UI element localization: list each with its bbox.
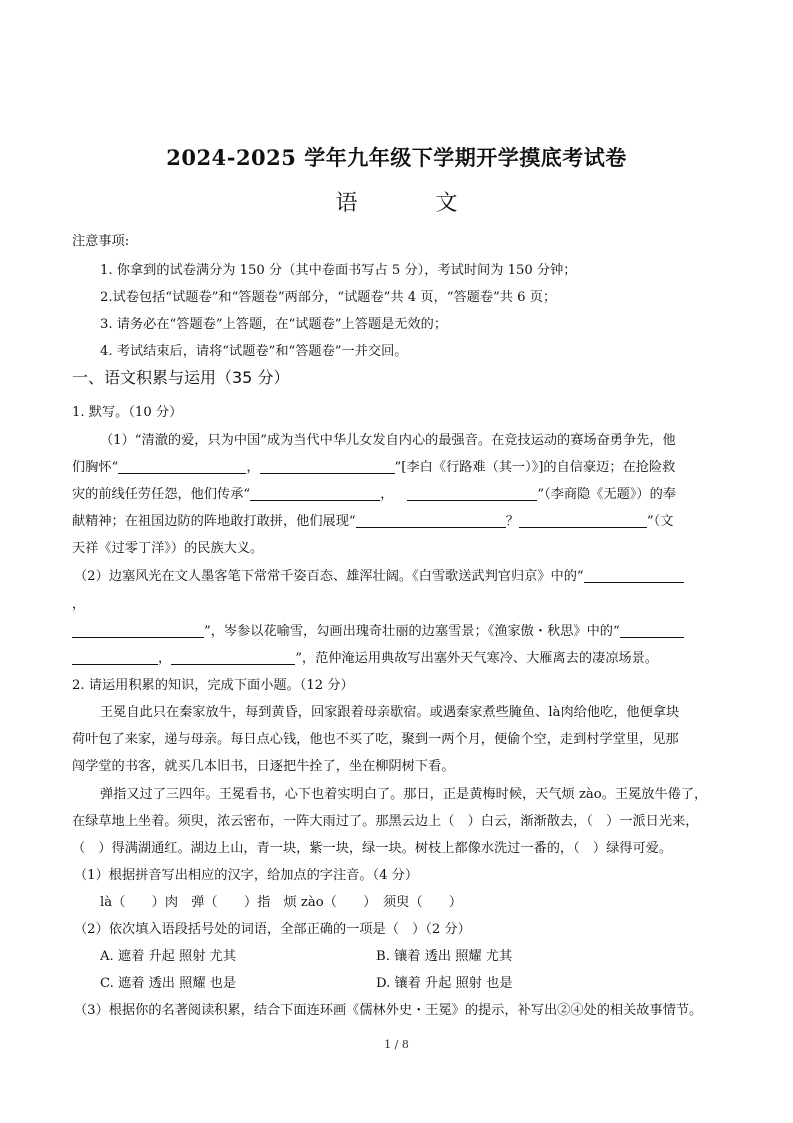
answer-blank[interactable] [260,459,395,474]
q2-sub3-label: （3）根据你的名著阅读积累，结合下面连环画《儒林外史・王冕》的提示，补写出②④处的相关故事情节。 [74,1003,703,1018]
q1-p2-line2: ， [72,597,86,612]
q2-sub1-label: （1）根据拼音写出相应的汉字，给加点的字注音。（4 分） [74,868,419,883]
q1-p1-line4-text-a: 献精神；在祖国边防的阵地敢打敢拼，他们展现“ [72,514,356,529]
q1-p1-line2-text-b: ， [246,460,260,475]
section-heading: 一、语文积累与运用（35 分） [72,368,290,387]
answer-blank[interactable] [620,623,684,638]
notes-item-4: 4. 考试结束后，请将“试题卷”和“答题卷”一并交回。 [100,344,408,359]
q1-p1-line2-text-a: 们胸怀“ [72,460,119,475]
q2-passage-line: 闯学堂的书客，就买几本旧书，日逐把牛拴了，坐在柳阴树下看。 [72,759,455,774]
q1-p1-line2-text-c: ”[李白《行路难（其一）》]的自信豪迈；在抢险救 [394,460,676,475]
option-c[interactable]: C. 遮着 透出 照耀 也是 [100,976,237,991]
q2-sub1-items: là（ ）肉 弹（ ）指 烦 zào（ ） 须臾（ ） [100,895,463,910]
q2-passage-line: 荷叶包了来家，递与母亲。每日点心钱，他也不买了吃，聚到一两个月，便偷个空，走到村学堂里，见那 [72,732,679,747]
q1-p2-line4 [72,650,658,668]
q1-p1-line3-text-c: ”（李商隐《无题》）的奉 [537,487,676,502]
answer-blank[interactable] [72,650,158,665]
q1-p2-line3 [72,623,684,641]
q2-passage-line: 王冕自此只在秦家放牛，每到黄昏，回家跟着母亲歇宿。或遇秦家煮些腌鱼、là肉给他吃，他便拿块 [100,705,680,720]
answer-blank[interactable] [407,486,537,501]
q1-p1-line2 [72,459,675,477]
exam-title: 2024-2025 学年九年级下学期开学摸底考试卷 [166,145,627,170]
q1-p1-line3-text-b: ， [380,487,394,502]
notes-item-2: 2.试卷包括“试题卷”和“答题卷”两部分，“试题卷”共 4 页，“答题卷”共 6 页； [100,290,557,305]
notes-item-3: 3. 请务必在“答题卷”上答题，在“试题卷”上答题是无效的； [100,317,448,332]
q2-passage-line: 在绿草地上坐着。须臾，浓云密布，一阵大雨过了。那黑云边上（ ）白云，渐渐散去，（ ）一派日光来， [72,814,699,829]
q1-p1-line1: （1）“清澈的爱，只为中国”成为当代中华儿女发自内心的最强音。在竞技运动的赛场奋勇争先，他 [100,433,676,448]
q1-p1-line3-text-a: 灾的前线任劳任怨，他们传承“ [72,487,251,502]
q1-label: 1. 默写。（10 分） [72,405,183,420]
option-b[interactable]: B. 镶着 透出 照耀 尤其 [376,949,513,964]
answer-blank[interactable] [584,568,684,583]
option-d[interactable]: D. 镶着 升起 照射 也是 [376,976,513,991]
q1-p2-line1-text: （2）边塞风光在文人墨客笔下常常千姿百态、雄浑壮阔。《白雪歌送武判官归京》中的“ [74,569,584,584]
answer-blank[interactable] [118,459,246,474]
q1-p2-line4-text-a: ， [158,651,172,666]
q1-p1-line3 [72,486,676,504]
notes-heading: 注意事项: [72,234,130,249]
answer-blank[interactable] [72,623,204,638]
page-number: 1 / 8 [384,1038,409,1051]
q2-passage-line: （ ）得满湖通红。湖边上山，青一块，紫一块，绿一块。树枝上都像水洗过一番的，（ ）绿得可爱。 [72,841,673,856]
q2-label: 2. 请运用积累的知识，完成下面小题。（12 分） [72,678,354,693]
subject-title: 语 文 [335,191,486,216]
q1-p1-line4 [72,513,673,531]
answer-blank[interactable] [250,486,380,501]
q2-sub2-label: （2）依次填入语段括号处的词语，全部正确的一项是（ ）（2 分） [74,922,471,937]
answer-blank[interactable] [519,513,647,528]
q1-p1-line4-text-b: ？ [505,514,519,529]
q1-p2-line4-text-b: ”，范仲淹运用典故写出塞外天气寒冷、大雁离去的凄凉场景。 [295,651,658,666]
answer-blank[interactable] [171,650,295,665]
option-a[interactable]: A. 遮着 升起 照射 尤其 [100,949,236,964]
q1-p1-line5: 天祥《过零丁洋》）的民族大义。 [72,541,264,556]
q1-p2-line3-text: ”，岑参以花喻雪，勾画出瑰奇壮丽的边塞雪景；《渔家傲・秋思》中的“ [204,624,620,639]
q1-p1-line4-text-c: ”（文 [646,514,674,529]
answer-blank[interactable] [356,513,506,528]
q2-passage-line: 弹指又过了三四年。王冕看书，心下也着实明白了。那日，正是黄梅时候，天气烦 zào。王冕放牛倦了， [100,787,708,802]
notes-item-1: 1. 你拿到的试卷满分为 150 分（其中卷面书写占 5 分），考试时间为 150 分钟； [100,263,577,278]
q1-p2-line1 [74,568,684,586]
